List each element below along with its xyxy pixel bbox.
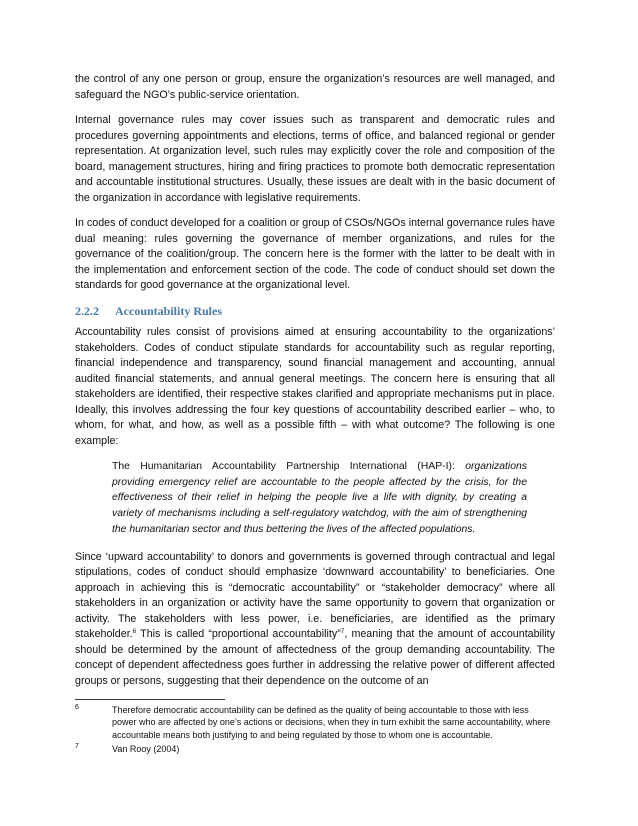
section-title: Accountability Rules [115, 303, 223, 318]
paragraph-accountability-rules: Accountability rules consist of provisions aimed at ensuring accountability to the organizations’ stakeholders. Codes of conduct stipulate standards for accountability such as regular reporting, financial independence and transparency, sound financial management and accounting, annual audited financial statements, and annual general meetings. The concern here is ensuring that all stakeholders are identified, their respective stakes clarified and appropriate mechanisms put in place. Ideally, this involves addressing the four key questions of accountability described earlier – who, to whom, for what, and how, as well as a possible fifth – with what outcome? The following is one example: [75, 326, 555, 447]
paragraph-text-part: This is called “proportional accountability” [136, 628, 341, 641]
footnote-text: Therefore democratic accountability can be defined as the quality of being accountable to those with less power who are affected by one’s actions or decisions, when they in turn exhibit the same accountability, where accountable means both justifying to and being regulated by those to whom one is accountable. [112, 705, 551, 740]
paragraph-coalition-codes: In codes of conduct developed for a coalition or group of CSOs/NGOs internal governance rules have dual meaning: rules governing the governance of member organizations, and rules for the governance of the coalition/group. The concern here is the former with the latter to be dealt with in the implementation and enforcement section of the code. The code of conduct should set down the standards for good governance at the organizational level. [75, 217, 555, 291]
paragraph-downward-accountability [75, 550, 555, 690]
footnote-ref-6: 6 [132, 628, 137, 636]
section-number: 2.2.2 [75, 303, 99, 318]
block-quote-hap-i [112, 459, 527, 538]
footnote-mark: 7 [75, 743, 79, 751]
quote-plain-text: The Humanitarian Accountability Partnership International (HAP-I): [112, 461, 466, 472]
footnote-ref-7: 7 [340, 628, 345, 636]
paragraph-governance-intro: the control of any one person or group, ensure the organization’s resources are well managed, and safeguard the NGO’s public-service orientation. [75, 73, 555, 101]
section-heading [75, 304, 555, 320]
footnote-6 [75, 704, 555, 741]
footnote-text: Van Rooy (2004) [112, 744, 180, 755]
footnote-divider [75, 699, 225, 700]
footnote-mark: 6 [75, 704, 79, 712]
paragraph-text-part: Since ‘upward accountability’ to donors and governments is governed through contractual and legal stipulations, codes of conduct should emphasize ‘downward accountability’ to beneficiaries. One approach in achieving this is “democratic accountability” or “stakeholder democracy” where all stakeholders in an organization or activity have the same opportunity to govern that organization or activity. The stakeholders with less power, i.e. beneficiaries, are identified as the primary stakeholder. [75, 550, 555, 641]
footnote-7 [75, 743, 555, 755]
page-body [75, 72, 555, 758]
paragraph-text-part: , meaning that the amount of accountability should be determined by the amount of affectedness of the group demanding accountability. The concept of dependent affectedness goes further in addressing the relative power of different affected groups or persons, suggesting that their dependence on the outcome of an [75, 628, 555, 687]
paragraph-internal-governance-rules: Internal governance rules may cover issues such as transparent and democratic rules and procedures governing appointments and elections, terms of office, and balanced regional or gender representation. At organization level, such rules may explicitly cover the role and composition of the board, management structures, hiring and firing practices to promote both democratic representation and accountable institutional structures. Usually, these issues are dealt with in the basic document of the organization in accordance with legislative requirements. [75, 114, 555, 204]
quote-italic-text: organizations providing emergency relief are accountable to the people affected by the crisis, for the effectiveness of their relief in helping the people live a life with dignity, by creating a variety of mechanisms including a self-regulatory watchdog, with the aim of strengthening the humanitarian sector and thus bettering the lives of the affected populations. [112, 461, 527, 535]
